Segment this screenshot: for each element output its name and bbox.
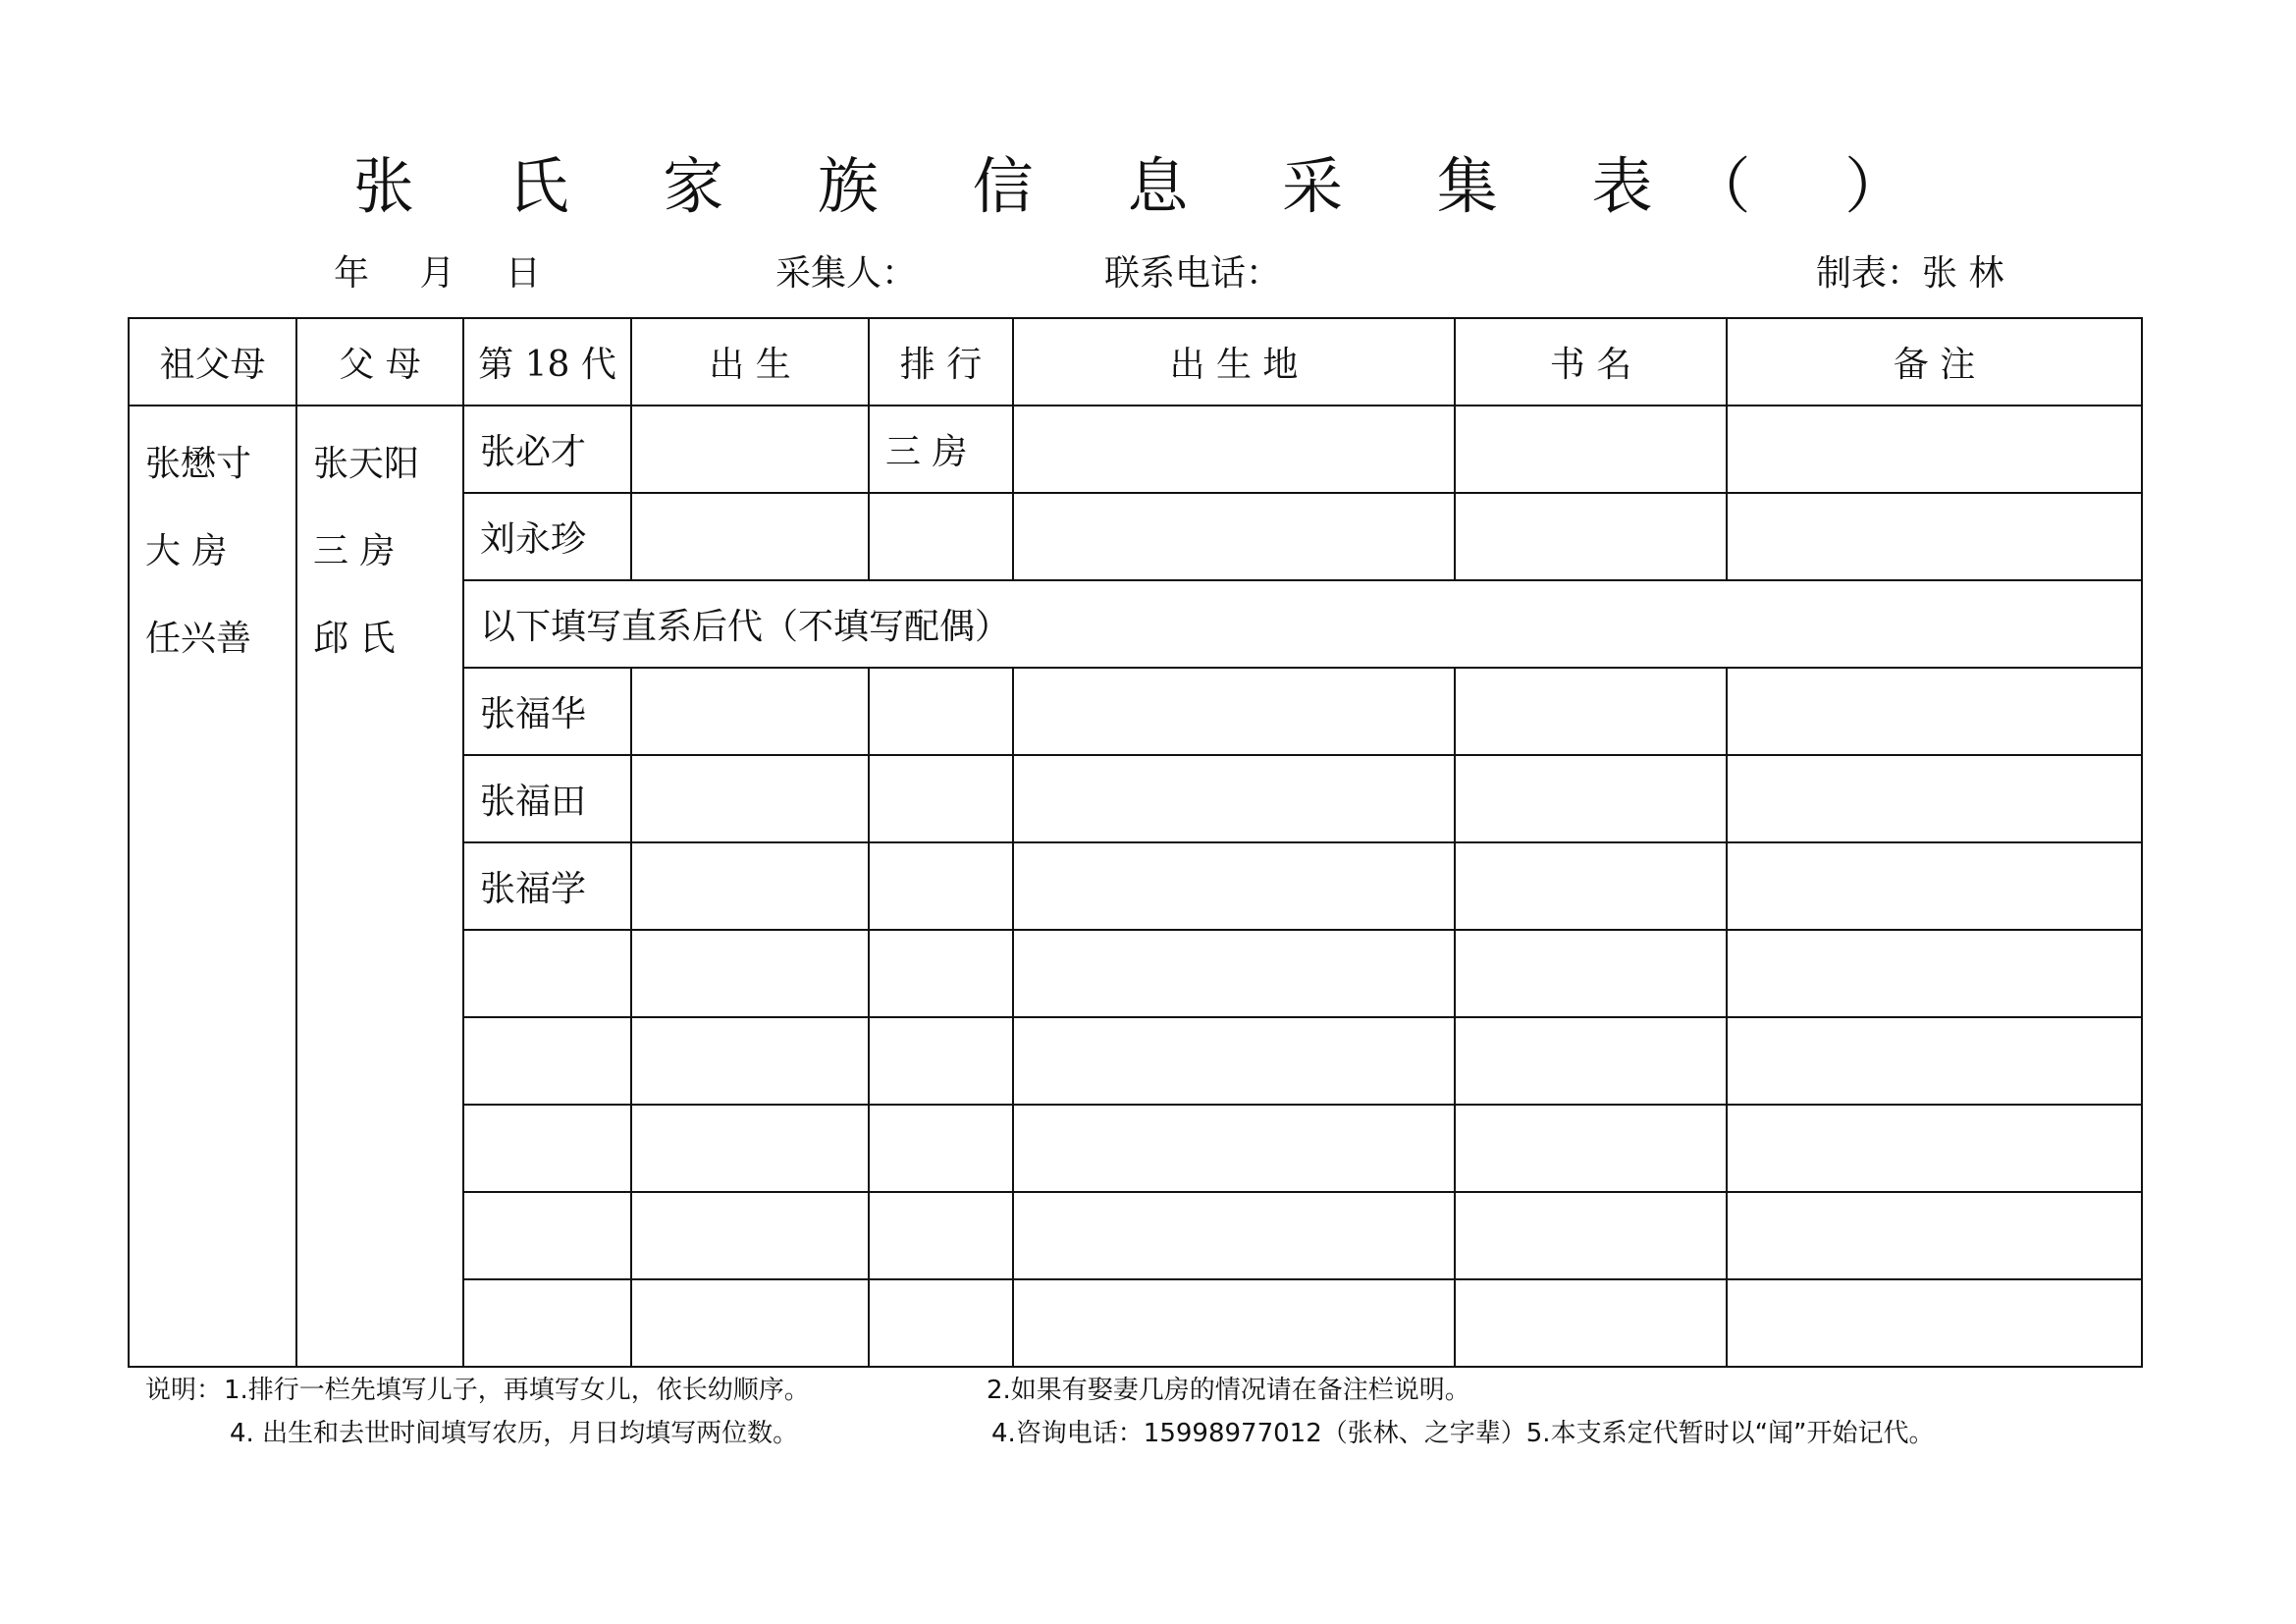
book-name-cell xyxy=(1455,930,1727,1017)
birthplace-cell xyxy=(1013,1105,1455,1192)
notes-cell xyxy=(1727,668,2142,755)
notes-cell xyxy=(1727,1017,2142,1105)
birth-cell xyxy=(631,493,869,580)
rank-cell xyxy=(869,1279,1013,1367)
descendant-name-cell: 张福田 xyxy=(463,755,631,842)
rank-cell xyxy=(869,930,1013,1017)
book-name-cell xyxy=(1455,1017,1727,1105)
book-name-cell xyxy=(1455,493,1727,580)
birthplace-cell xyxy=(1013,1192,1455,1279)
phone-label: 联系电话： xyxy=(1104,253,1282,294)
name-cell: 张必才 xyxy=(463,406,631,493)
name-cell: 刘永珍 xyxy=(463,493,631,580)
grandparent-name: 张懋寸 xyxy=(145,444,252,484)
birth-cell xyxy=(631,1192,869,1279)
collector-label: 采集人： xyxy=(775,253,918,294)
father-name: 张天阳 xyxy=(313,444,420,484)
book-name-cell xyxy=(1455,406,1727,493)
birth-cell xyxy=(631,668,869,755)
birthplace-cell xyxy=(1013,406,1455,493)
rank-cell xyxy=(869,1192,1013,1279)
birth-cell xyxy=(631,930,869,1017)
grandparents-cell xyxy=(129,406,296,1367)
father-branch: 三 房 xyxy=(313,531,396,571)
birth-cell xyxy=(631,1017,869,1105)
note-3: 4. 出生和去世时间填写农历，月日均填写两位数。 xyxy=(230,1419,799,1448)
header-notes: 备 注 xyxy=(1727,318,2142,406)
birthplace-cell xyxy=(1013,930,1455,1017)
rank-cell xyxy=(869,1105,1013,1192)
birth-cell xyxy=(631,1105,869,1192)
birthplace-cell xyxy=(1013,842,1455,930)
mother-name: 邱 氏 xyxy=(313,619,396,659)
notes-cell xyxy=(1727,842,2142,930)
notes-cell xyxy=(1727,755,2142,842)
book-name-cell xyxy=(1455,1279,1727,1367)
table-row xyxy=(129,406,2142,493)
birthplace-cell xyxy=(1013,668,1455,755)
book-name-cell xyxy=(1455,1192,1727,1279)
made-by-label: 制表：张 林 xyxy=(1816,253,2004,294)
notes-cell xyxy=(1727,930,2142,1017)
notes-label: 说明： xyxy=(145,1376,223,1405)
header-birthplace: 出 生 地 xyxy=(1013,318,1455,406)
notes-cell xyxy=(1727,406,2142,493)
parents-cell xyxy=(296,406,463,1367)
notes-cell xyxy=(1727,1279,2142,1367)
descendant-name-cell xyxy=(463,1279,631,1367)
rank-cell xyxy=(869,842,1013,930)
header-grandparents: 祖父母 xyxy=(129,318,296,406)
notes-cell xyxy=(1727,1105,2142,1192)
descendant-name-cell: 张福学 xyxy=(463,842,631,930)
rank-cell xyxy=(869,755,1013,842)
rank-cell: 三 房 xyxy=(869,406,1013,493)
note-4: 4.咨询电话：15998977012（张林、之字辈）5.本支系定代暂时以“闻”开始记代。 xyxy=(991,1419,1935,1448)
header-rank: 排 行 xyxy=(869,318,1013,406)
note-2: 2.如果有娶妻几房的情况请在备注栏说明。 xyxy=(987,1376,1470,1405)
header-generation: 第 18 代 xyxy=(463,318,631,406)
grandmother-name: 任兴善 xyxy=(145,619,252,659)
birth-cell xyxy=(631,755,869,842)
descendants-note: 以下填写直系后代（不填写配偶） xyxy=(463,580,2142,668)
birth-cell xyxy=(631,406,869,493)
family-info-table xyxy=(128,317,2143,1368)
birthplace-cell xyxy=(1013,1279,1455,1367)
birthplace-cell xyxy=(1013,755,1455,842)
descendant-name-cell xyxy=(463,930,631,1017)
rank-cell xyxy=(869,668,1013,755)
birthplace-cell xyxy=(1013,493,1455,580)
header-birth: 出 生 xyxy=(631,318,869,406)
rank-cell xyxy=(869,1017,1013,1105)
descendant-name-cell: 张福华 xyxy=(463,668,631,755)
book-name-cell xyxy=(1455,668,1727,755)
descendant-name-cell xyxy=(463,1017,631,1105)
rank-cell xyxy=(869,493,1013,580)
descendant-name-cell xyxy=(463,1192,631,1279)
form-title: 张 氏 家 族 信 息 采 集 表（ ） xyxy=(352,150,1944,222)
notes-cell xyxy=(1727,493,2142,580)
birth-cell xyxy=(631,1279,869,1367)
note-1: 1.排行一栏先填写儿子，再填写女儿，依长幼顺序。 xyxy=(224,1376,810,1405)
header-row xyxy=(129,318,2142,406)
header-book-name: 书 名 xyxy=(1455,318,1727,406)
birthplace-cell xyxy=(1013,1017,1455,1105)
book-name-cell xyxy=(1455,755,1727,842)
date-label: 年 月 日 xyxy=(334,253,541,294)
grandparent-branch: 大 房 xyxy=(145,531,228,571)
book-name-cell xyxy=(1455,842,1727,930)
notes-cell xyxy=(1727,1192,2142,1279)
birth-cell xyxy=(631,842,869,930)
book-name-cell xyxy=(1455,1105,1727,1192)
header-parents: 父 母 xyxy=(296,318,463,406)
descendant-name-cell xyxy=(463,1105,631,1192)
